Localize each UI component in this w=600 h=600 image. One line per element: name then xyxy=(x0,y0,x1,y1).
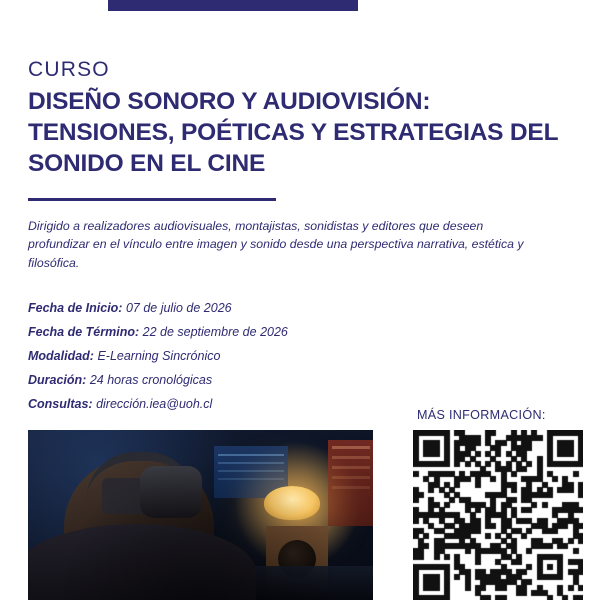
studio-photo xyxy=(28,430,373,600)
detail-value: E-Learning Sincrónico xyxy=(97,348,221,363)
top-bar-left-gap xyxy=(0,0,108,11)
top-bar-accent xyxy=(108,0,358,11)
detail-label: Consultas: xyxy=(28,396,93,411)
page-title: DISEÑO SONORO Y AUDIOVISIÓN: TENSIONES, POÉTICAS Y ESTRATEGIAS DEL SONIDO EN EL CINE xyxy=(28,88,558,177)
poster-content xyxy=(28,58,572,416)
details-list xyxy=(28,296,572,416)
detail-value: 24 horas cronológicas xyxy=(89,372,213,387)
detail-label: Modalidad: xyxy=(28,348,94,363)
detail-value: 22 de septiembre de 2026 xyxy=(142,324,288,339)
qr-code-canvas xyxy=(413,430,583,600)
detail-value: dirección.iea@uoh.cl xyxy=(96,396,213,411)
detail-row xyxy=(28,296,572,320)
detail-label: Duración: xyxy=(28,372,87,387)
kicker-label: CURSO xyxy=(28,58,110,81)
top-decorative-bar xyxy=(0,0,600,14)
title-divider xyxy=(28,198,276,201)
detail-value: 07 de julio de 2026 xyxy=(125,300,232,315)
photo-vignette xyxy=(28,430,373,600)
qr-code[interactable] xyxy=(413,430,583,600)
detail-row xyxy=(28,320,572,344)
more-info-label: MÁS INFORMACIÓN: xyxy=(417,408,546,422)
lead-paragraph: Dirigido a realizadores audiovisuales, montajistas, sonidistas y editores que deseen profundizar en el vínculo entre imagen y sonido desde una perspectiva narrativa, estética y filosófica. xyxy=(28,218,524,270)
detail-row xyxy=(28,344,572,368)
detail-row xyxy=(28,368,572,392)
detail-label: Fecha de Término: xyxy=(28,324,140,339)
detail-label: Fecha de Inicio: xyxy=(28,300,123,315)
